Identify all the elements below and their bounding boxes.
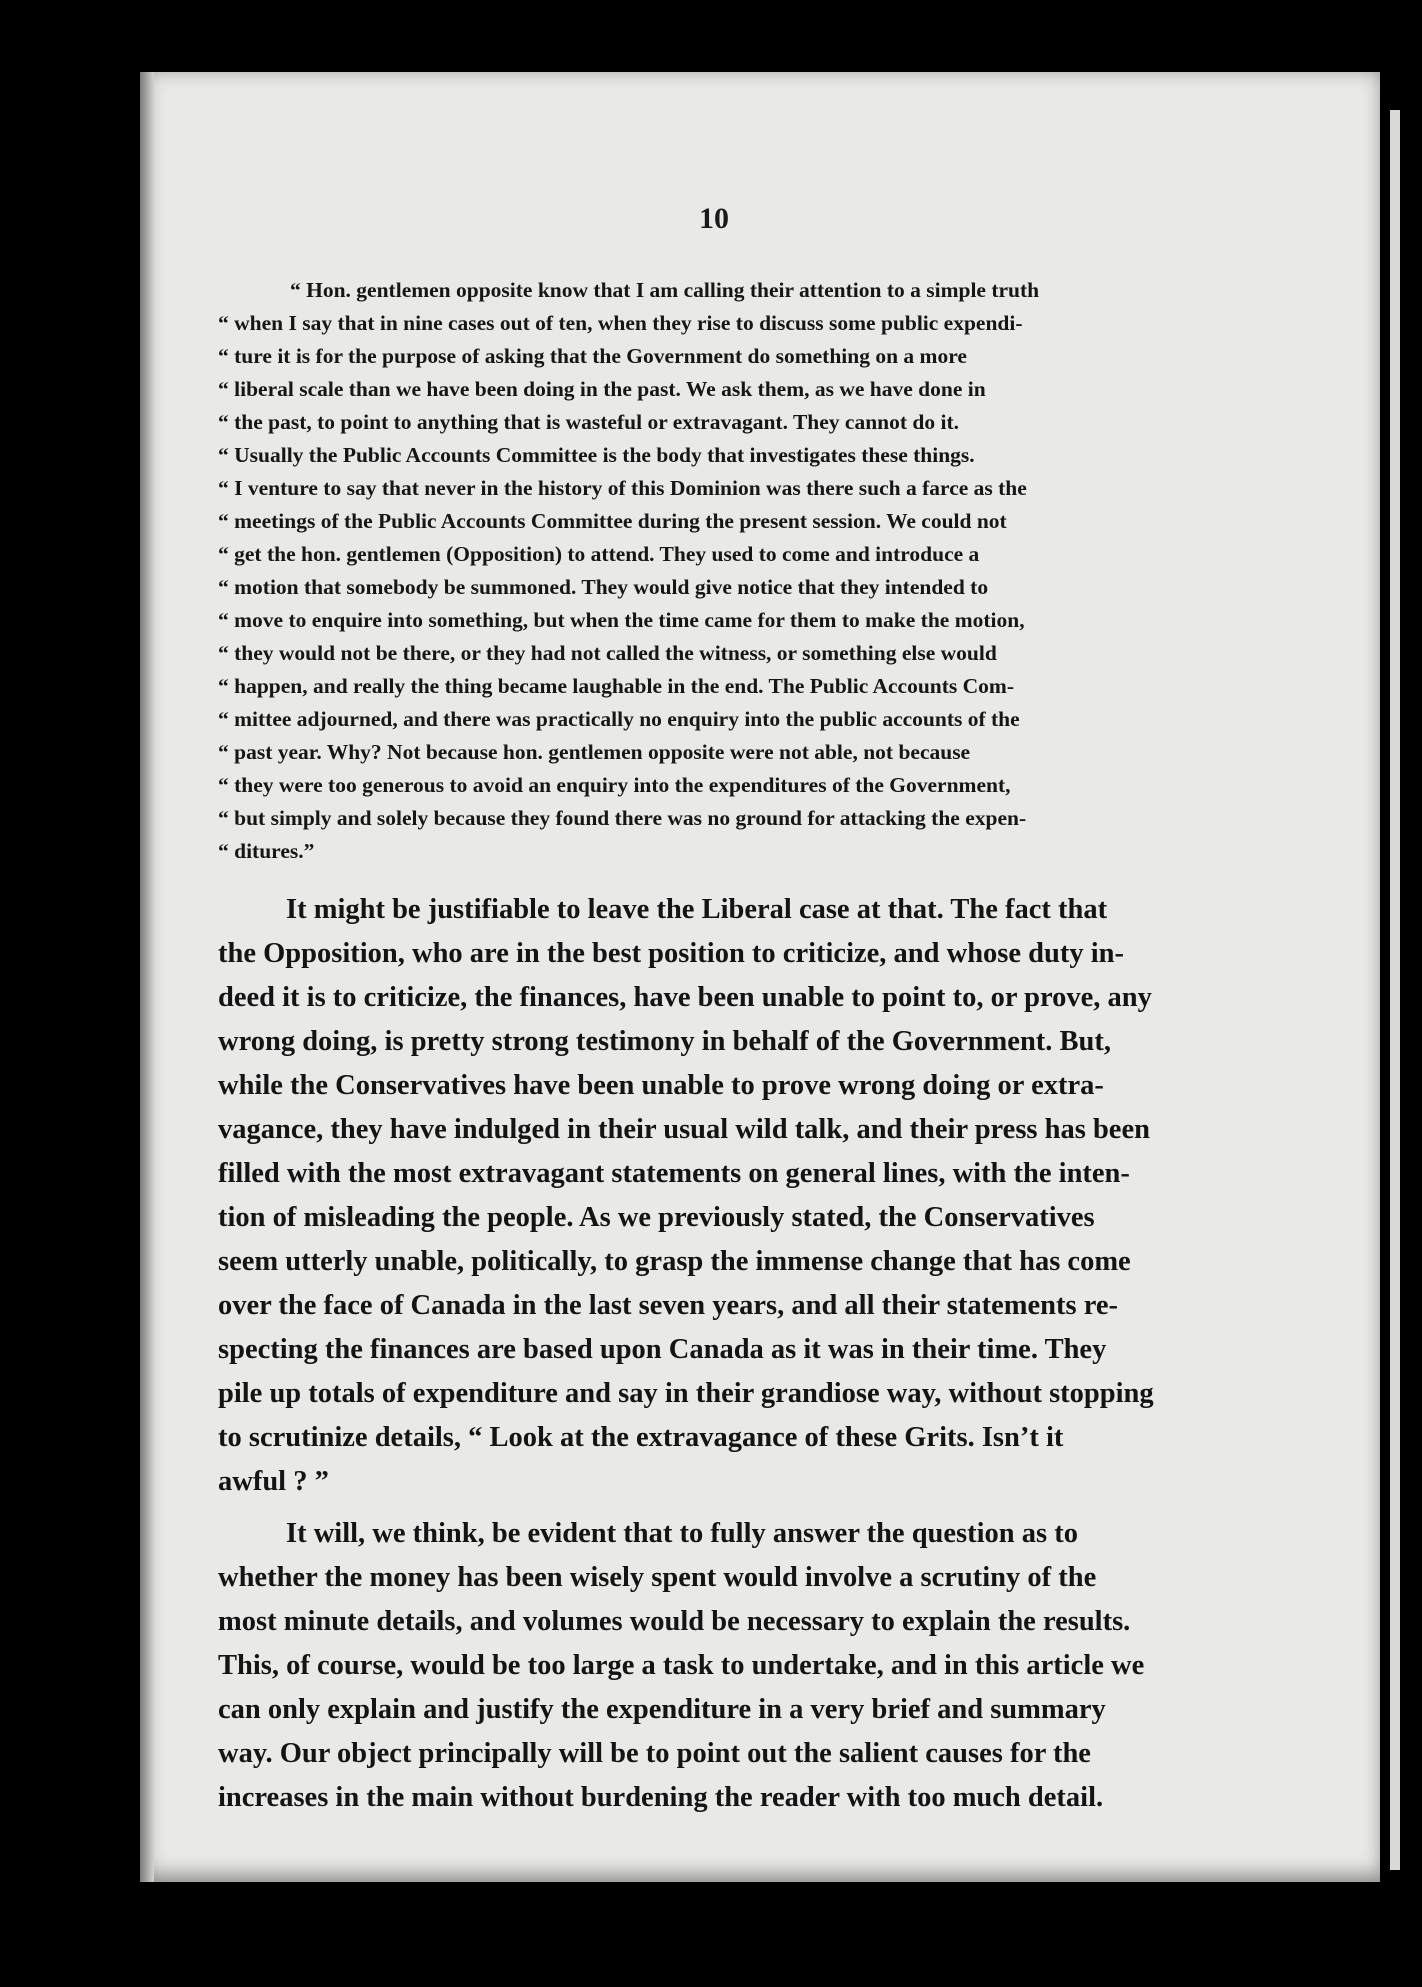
paragraph-line: tion of misleading the people. As we previously stated, the Conservatives [218,1202,1095,1233]
page-number: 10 [699,202,729,235]
quote-line: “ meetings of the Public Accounts Committee during the present session. We could not [218,509,1007,533]
paragraph-line: can only explain and justify the expenditure in a very brief and summary [218,1694,1106,1725]
quote-line: “ I venture to say that never in the history of this Dominion was there such a farce as the [218,476,1027,500]
quote-line: “ past year. Why? Not because hon. gentlemen opposite were not able, not because [218,740,971,764]
quote-line: “ but simply and solely because they found there was no ground for attacking the expen- [218,806,1027,830]
paragraph-line: way. Our object principally will be to point out the salient causes for the [218,1738,1091,1769]
paragraph-line: seem utterly unable, politically, to grasp the immense change that has come [218,1246,1131,1277]
quote-line: “ happen, and really the thing became laughable in the end. The Public Accounts Com- [218,674,1014,698]
paragraph-line: over the face of Canada in the last seven years, and all their statements re- [218,1290,1119,1321]
paragraph-line: while the Conservatives have been unable to prove wrong doing or extra- [218,1070,1104,1101]
quote-line: “ the past, to point to anything that is wasteful or extravagant. They cannot do it. [218,410,959,434]
paragraph-line: whether the money has been wisely spent would involve a scrutiny of the [218,1562,1097,1593]
paragraph-line: vagance, they have indulged in their usual wild talk, and their press has been [218,1114,1150,1145]
quote-line: “ ture it is for the purpose of asking that the Government do something on a more [218,344,967,368]
quote-line: “ ditures.” [218,839,315,863]
quote-line: “ Usually the Public Accounts Committee is the body that investigates these things. [218,443,975,467]
page-left-edge-shadow [140,72,154,1882]
paragraph-line: This, of course, would be too large a task to undertake, and in this article we [218,1650,1145,1681]
paragraph-line: the Opposition, who are in the best position to criticize, and whose duty in- [218,938,1124,969]
paragraph-line: awful ? ” [218,1466,329,1497]
quote-line: “ when I say that in nine cases out of ten, when they rise to discuss some public expendi- [218,311,1023,335]
quote-line: “ liberal scale than we have been doing in the past. We ask them, as we have done in [218,377,986,401]
quoted-speech-block [218,274,1268,868]
quote-line: “ motion that somebody be summoned. They would give notice that they intended to [218,575,989,599]
body-paragraph-2 [218,1512,1273,1820]
paragraph-line: specting the finances are based upon Canada as it was in their time. They [218,1334,1107,1365]
page-right-binding [1390,110,1400,1870]
paragraph-line: deed it is to criticize, the finances, have been unable to point to, or prove, any [218,982,1152,1013]
paragraph-line: filled with the most extravagant statements on general lines, with the inten- [218,1158,1130,1189]
quote-line: “ they were too generous to avoid an enquiry into the expenditures of the Government, [218,773,1011,797]
body-paragraph-1 [218,888,1273,1504]
paragraph-line: It will, we think, be evident that to fully answer the question as to [286,1518,1078,1549]
quote-line: “ mittee adjourned, and there was practically no enquiry into the public accounts of the [218,707,1020,731]
paragraph-line: pile up totals of expenditure and say in their grandiose way, without stopping [218,1378,1154,1409]
paragraph-line: most minute details, and volumes would be necessary to explain the results. [218,1606,1131,1637]
paragraph-line: wrong doing, is pretty strong testimony in behalf of the Government. But, [218,1026,1112,1057]
quote-line: “ they would not be there, or they had not called the witness, or something else would [218,641,997,665]
paragraph-line: It might be justifiable to leave the Liberal case at that. The fact that [286,894,1108,925]
quote-line: “ Hon. gentlemen opposite know that I am calling their attention to a simple truth [290,278,1040,302]
quote-line: “ move to enquire into something, but when the time came for them to make the motion, [218,608,1025,632]
quote-line: “ get the hon. gentlemen (Opposition) to attend. They used to come and introduce a [218,542,980,566]
paragraph-line: increases in the main without burdening the reader with too much detail. [218,1782,1104,1813]
paragraph-line: to scrutinize details, “ Look at the extravagance of these Grits. Isn’t it [218,1422,1064,1453]
